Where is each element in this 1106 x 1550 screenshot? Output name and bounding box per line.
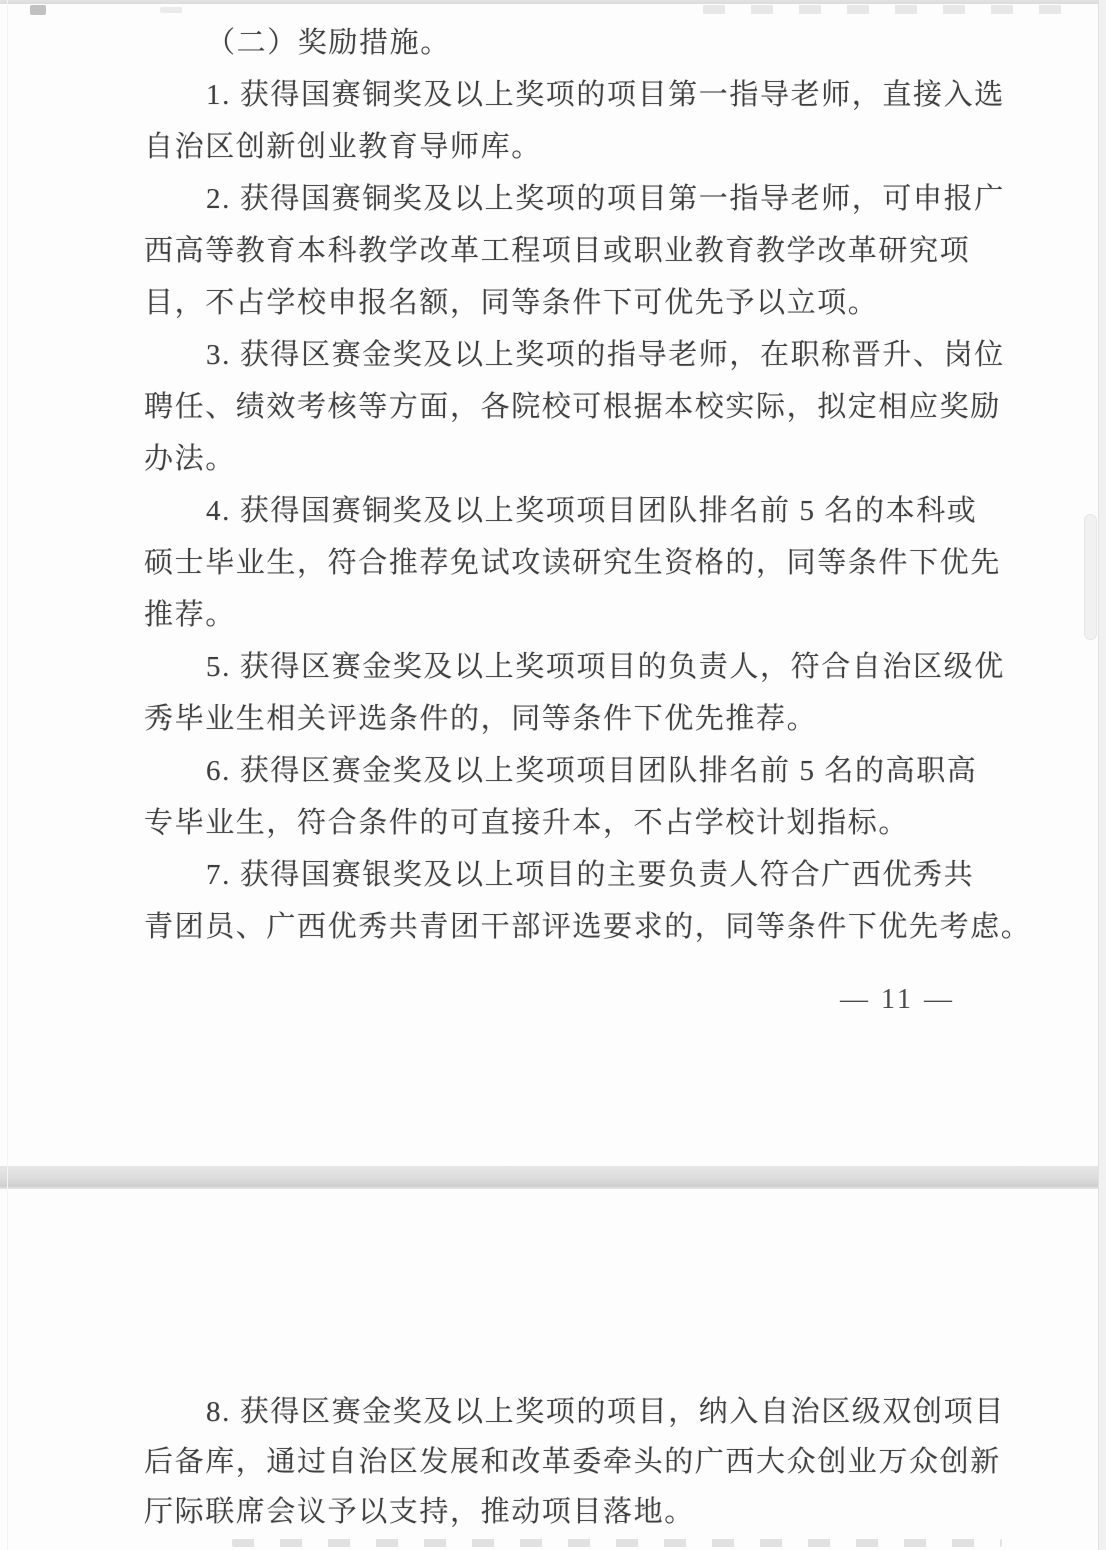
document-page-11 — [0, 4, 1099, 1166]
page-11-text-column — [144, 17, 1032, 953]
document-line: 7. 获得国赛银奖及以上项目的主要负责人符合广西优秀共 — [206, 859, 975, 891]
page-next-paragraphs — [144, 1387, 1005, 1537]
scrollbar-track[interactable] — [1098, 0, 1106, 1550]
document-line: 专毕业生，符合条件的可直接升本，不占学校计划指标。 — [144, 807, 910, 839]
document-line: 聘任、绩效考核等方面，各院校可根据本校实际，拟定相应奖励 — [144, 391, 1001, 423]
section-heading: （二）奖励措施。 — [206, 27, 451, 59]
document-line: 4. 获得国赛铜奖及以上奖项项目团队排名前 5 名的本科或 — [206, 495, 978, 527]
document-line: 6. 获得区赛金奖及以上奖项项目团队排名前 5 名的高职高 — [206, 755, 978, 787]
document-line: 目，不占学校申报名额，同等条件下可优先予以立项。 — [144, 287, 879, 319]
scrollbar-thumb[interactable] — [1084, 514, 1097, 640]
document-line: 5. 获得区赛金奖及以上奖项项目的负责人，符合自治区级优 — [206, 651, 1005, 683]
document-line: 后备库，通过自治区发展和改革委牵头的广西大众创业万众创新 — [144, 1446, 1001, 1478]
page-11-paragraphs — [144, 69, 1032, 953]
page-next-text-column — [144, 1387, 1005, 1537]
scan-artifact-top-right — [703, 5, 1073, 14]
scan-artifact-top-left — [30, 5, 46, 15]
document-line: 硕士毕业生，符合推荐免试攻读研究生资格的，同等条件下优先 — [144, 547, 1001, 579]
document-line: 1. 获得国赛铜奖及以上奖项的项目第一指导老师，直接入选 — [206, 79, 1005, 111]
page-number: — 11 — — [840, 984, 955, 1015]
document-line: 厅际联席会议予以支持，推动项目落地。 — [144, 1496, 695, 1528]
document-line: 8. 获得区赛金奖及以上奖项的项目，纳入自治区级双创项目 — [206, 1396, 1005, 1428]
scan-artifact-bottom-cropped-line — [232, 1539, 1002, 1547]
document-line: 办法。 — [144, 443, 236, 475]
document-line: 推荐。 — [144, 599, 236, 631]
document-page-next — [0, 1189, 1099, 1550]
document-line: 2. 获得国赛铜奖及以上奖项的项目第一指导老师，可申报广 — [206, 183, 1005, 215]
document-line: 西高等教育本科教学改革工程项目或职业教育教学改革研究项 — [144, 235, 971, 267]
scan-artifact-top-mid — [160, 7, 190, 13]
document-line: 青团员、广西优秀共青团干部评选要求的，同等条件下优先考虑。 — [144, 911, 1032, 943]
page-break-gap — [0, 1166, 1106, 1189]
document-line: 3. 获得区赛金奖及以上奖项的指导老师，在职称晋升、岗位 — [206, 339, 1005, 371]
page-left-edge — [7, 0, 8, 1550]
document-line: 自治区创新创业教育导师库。 — [144, 131, 542, 163]
document-line: 秀毕业生相关评选条件的，同等条件下优先推荐。 — [144, 703, 818, 735]
